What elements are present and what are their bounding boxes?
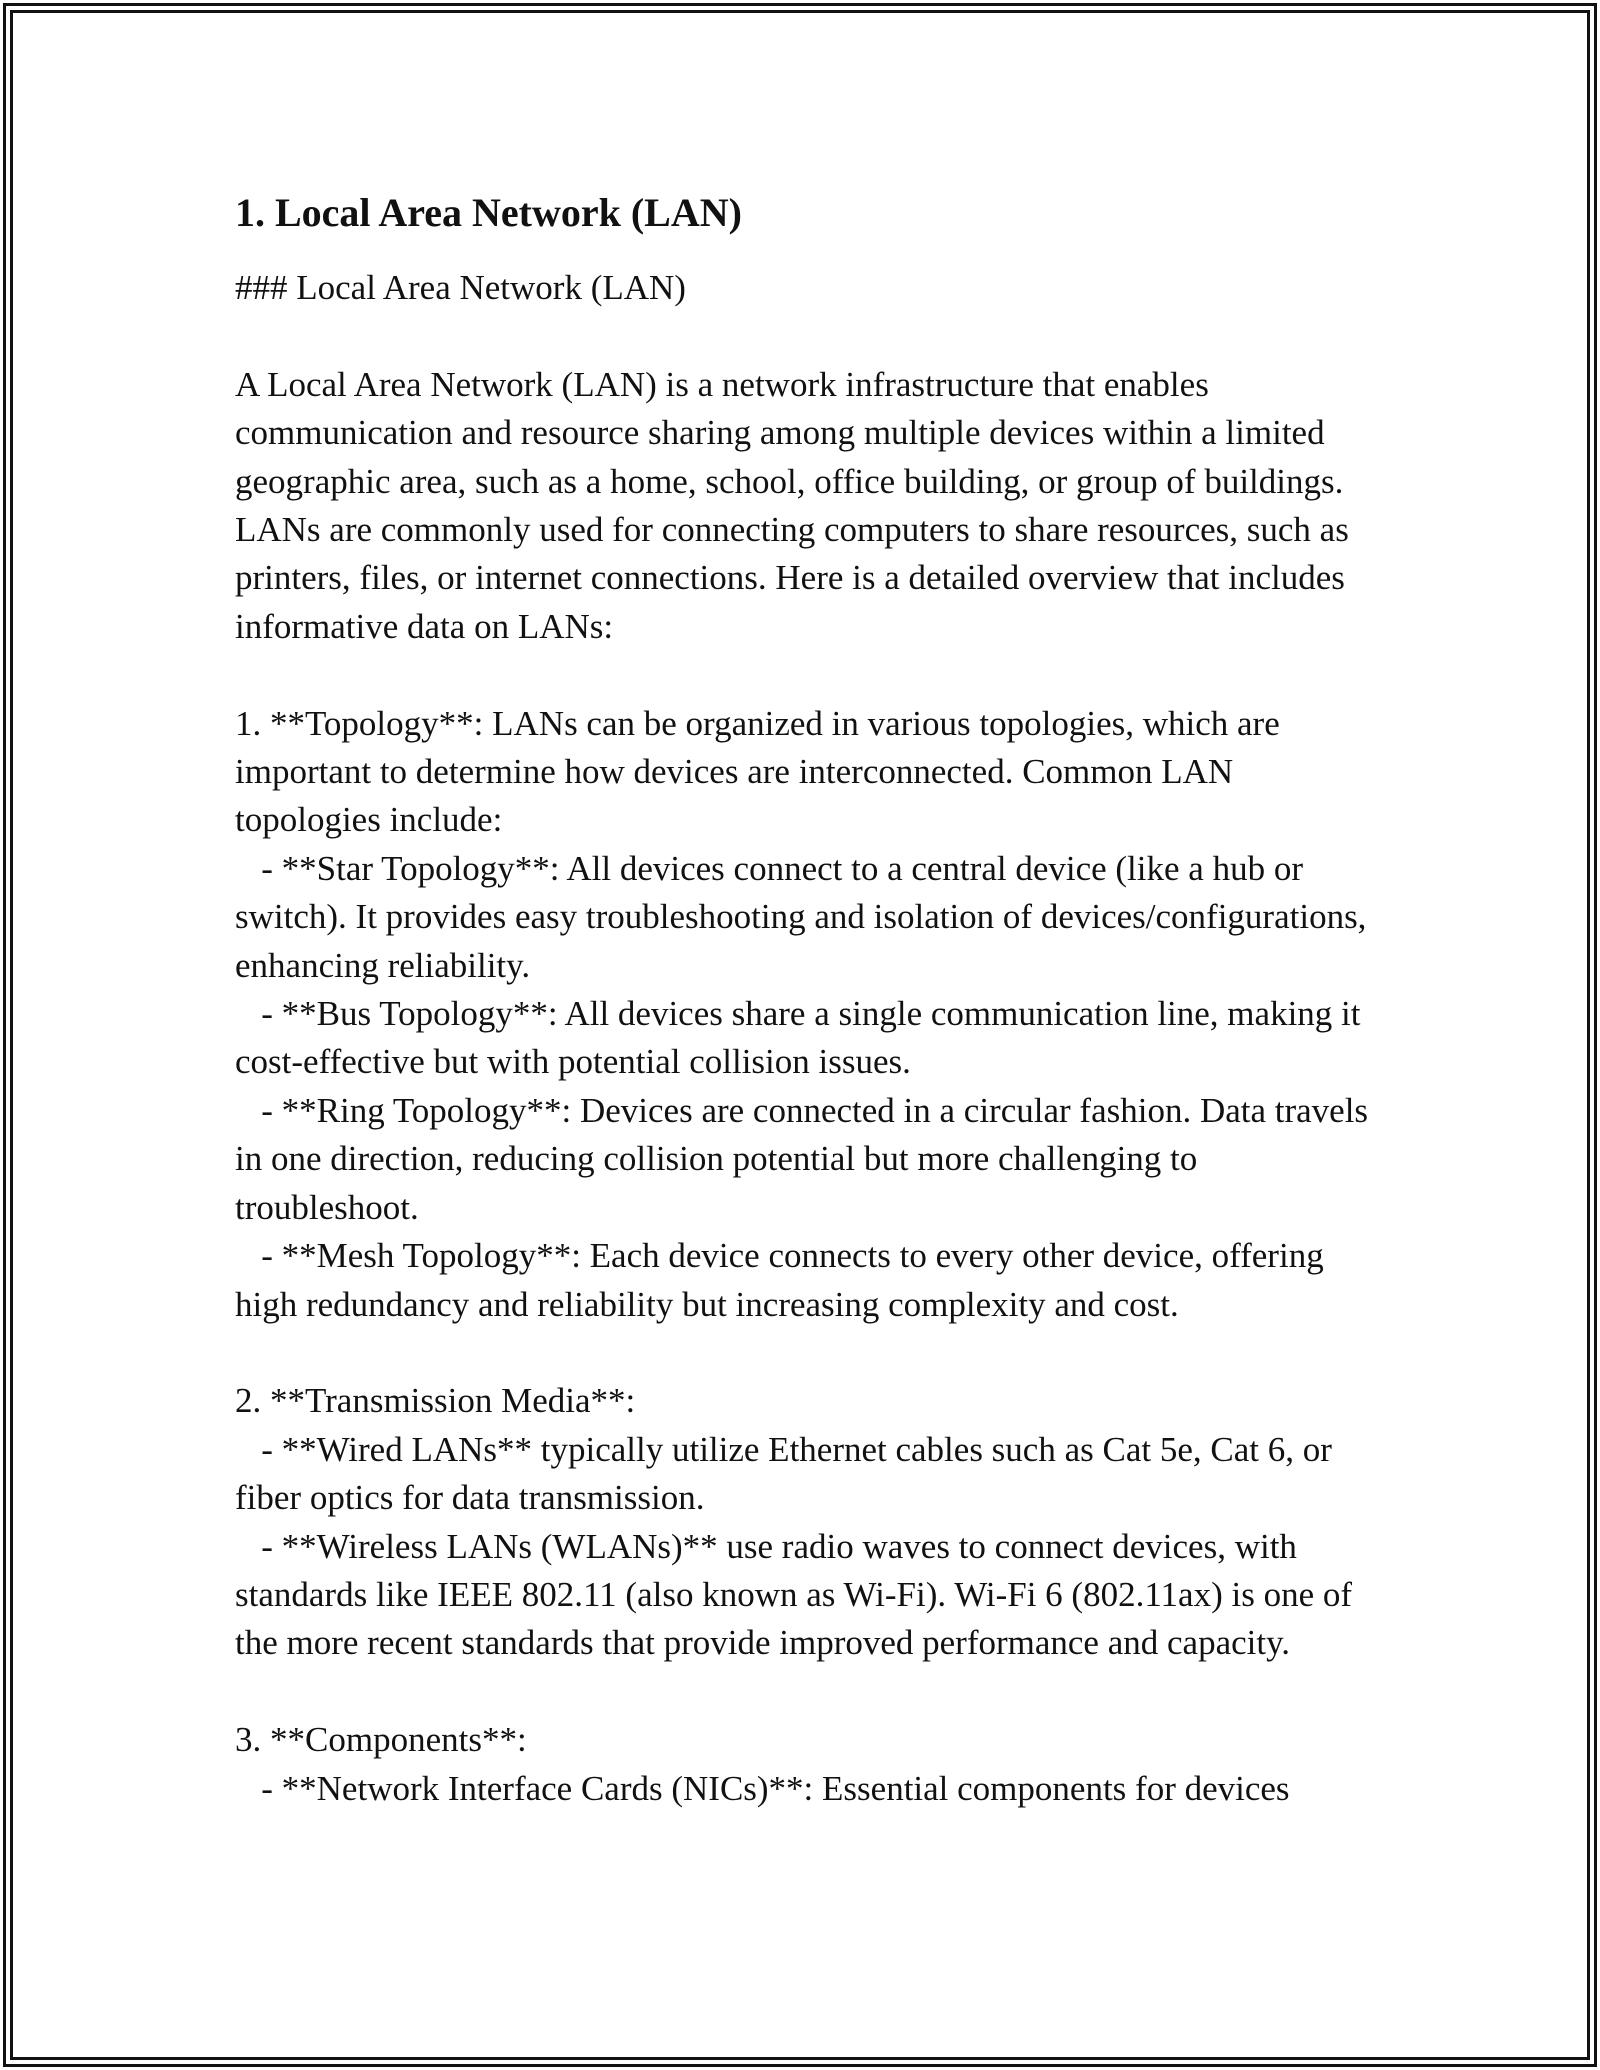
blank-line <box>235 651 1375 699</box>
blank-line <box>235 1329 1375 1377</box>
document-title: 1. Local Area Network (LAN) <box>235 190 742 235</box>
document-body <box>235 180 1375 1813</box>
components-heading: 3. **Components**: <box>235 1720 527 1760</box>
mesh-topology-item: - **Mesh Topology**: Each device connects to every other device, offering high redundancy and reliability but increasing complexity and cost. <box>235 1236 1333 1324</box>
ring-topology-item: - **Ring Topology**: Devices are connected in a circular fashion. Data travels in one direction, reducing collision potential but more challenging to troubleshoot. <box>235 1090 1377 1227</box>
blank-line <box>235 1668 1375 1716</box>
star-topology-item: - **Star Topology**: All devices connect to a central device (like a hub or switch). It provides easy troubleshooting and isolation of devices/configurations, enhancing reliability. <box>235 848 1376 985</box>
nics-item: - **Network Interface Cards (NICs)**: Essential components for devices <box>235 1768 1290 1808</box>
wireless-lans-item: - **Wireless LANs (WLANs)** use radio waves to connect devices, with standards like IEEE 802.11 (also known as Wi-Fi). Wi-Fi 6 (802.11ax) is one of the more recent standards that provide improved performance and capacity. <box>235 1526 1361 1663</box>
transmission-media-heading: 2. **Transmission Media**: <box>235 1381 636 1421</box>
wired-lans-item: - **Wired LANs** typically utilize Ethernet cables such as Cat 5e, Cat 6, or fiber optics for data transmission. <box>235 1429 1341 1518</box>
intro-paragraph: A Local Area Network (LAN) is a network infrastructure that enables communication and resource sharing among multiple devices within a limited geographic area, such as a home, school, office building, or group of buildings. LANs are commonly used for connecting computers to share resources, such as printers, files, or internet connections. Here is a detailed overview that includes informative data on LANs: <box>235 364 1358 646</box>
blank-line <box>235 312 1375 360</box>
topology-heading: 1. **Topology**: LANs can be organized in various topologies, which are important to determine how devices are interconnected. Common LAN topologies include: <box>235 703 1289 840</box>
markdown-subheading: ### Local Area Network (LAN) <box>235 268 686 307</box>
bus-topology-item: - **Bus Topology**: All devices share a single communication line, making it cost-effective but with potential collision issues. <box>235 994 1370 1082</box>
